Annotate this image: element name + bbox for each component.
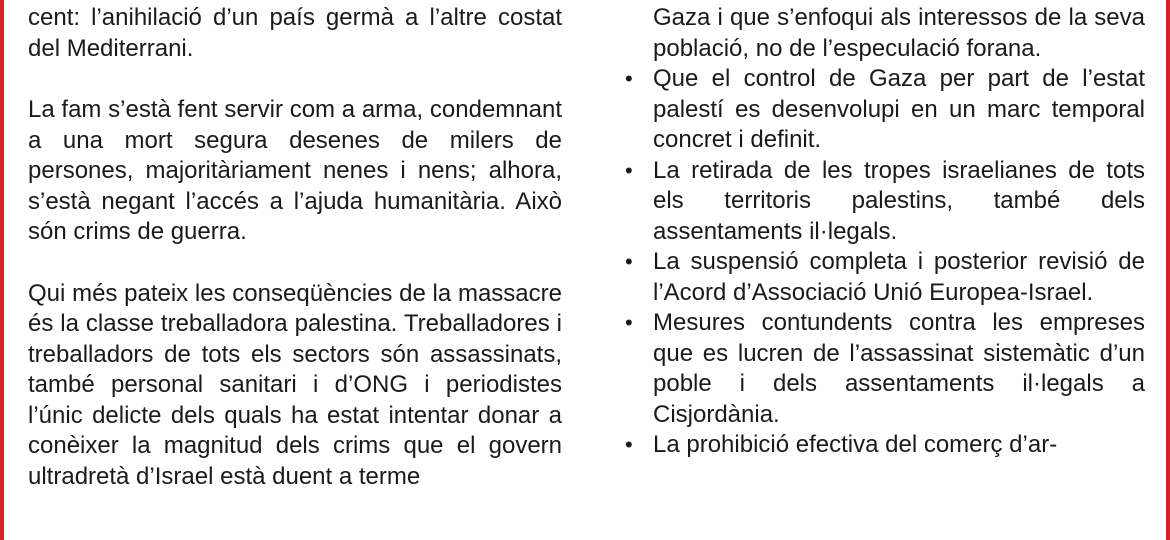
bullet-icon: • [625, 432, 633, 457]
list-item-text: La suspensió completa i posterior revisió de l’Acord d’Associació Unió Europea-Israel. [653, 248, 1145, 306]
right-red-border [1166, 0, 1170, 540]
list-item [617, 156, 1145, 248]
list-item [617, 247, 1145, 308]
paragraph-intro-end: cent: l’anihilació d’un país germà a l’altre costat del Mediterrani. [28, 4, 562, 62]
bullet-icon: • [625, 310, 633, 335]
left-column [28, 3, 562, 492]
list-item-text: La prohibició efectiva del comerç d’ar- [653, 431, 1058, 458]
right-column [617, 3, 1145, 461]
paragraph-hunger: La fam s’està fent servir com a arma, condemnant a una mort segura desenes de milers de persones, majoritàriament nenes i nens; alhora, s’està negant l’accés a l’ajuda humanitària. Això són crims de guerra. [28, 96, 562, 245]
bullet-icon: • [625, 157, 633, 183]
demands-list [617, 64, 1145, 461]
bullet-icon: • [625, 249, 633, 274]
list-item [617, 64, 1145, 156]
left-red-border [0, 0, 4, 540]
list-item-text: La retirada de les tropes israelianes de tots els territoris palestins, també dels assentaments il·legals. [653, 156, 1145, 245]
list-item-text: Mesures contundents contra les empreses que es lucren de l’assassinat sistemàtic d’un poble i dels assentaments il·legals a Cisjordània. [653, 309, 1145, 428]
list-item [617, 308, 1145, 430]
bullet-icon: • [625, 66, 633, 91]
list-item-text: Que el control de Gaza per part de l’estat palestí es desenvolupi en un marc temporal concret i definit. [653, 65, 1145, 153]
list-item [617, 430, 1145, 461]
paragraph-working-class: Qui més pateix les conseqüències de la massacre és la classe treballadora palestina. Treballadores i treballadors de tots els sectors són assassinats, també personal sanitari i d’ONG i periodistes l’únic delicte dels quals ha estat intentar donar a conèixer la magnitud dels crims que el govern ultradretà d’Israel està duent a terme [28, 279, 562, 490]
bullet-continuation: Gaza i que s’enfoqui als interessos de la seva població, no de l’especulació forana. [653, 4, 1145, 62]
